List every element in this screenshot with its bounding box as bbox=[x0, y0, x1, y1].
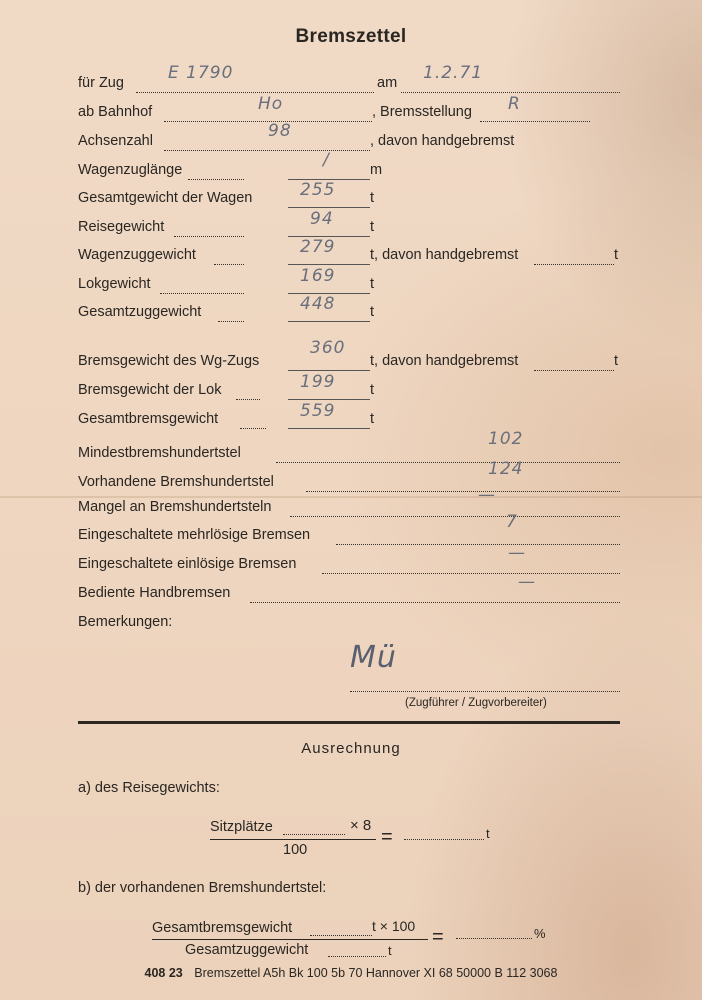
label-vorhandene-bremshundertstel: Vorhandene Bremshundertstel bbox=[78, 474, 274, 490]
label-einloesige: Eingeschaltete einlösige Bremsen bbox=[78, 556, 297, 572]
dots bbox=[456, 938, 532, 939]
dots bbox=[188, 179, 244, 180]
row-fuer-zug bbox=[78, 63, 620, 97]
label-mindestbremshundertstel: Mindestbremshundertstel bbox=[78, 445, 241, 461]
dots bbox=[160, 293, 244, 294]
label-am: am bbox=[377, 75, 398, 91]
value-achsenzahl: 98 bbox=[268, 121, 292, 141]
value-gesamtgewicht-wagen: 255 bbox=[300, 180, 336, 200]
b-numerator: Gesamtbremsgewicht bbox=[152, 920, 293, 936]
label-achsenzahl-suffix: , davon handgebremst bbox=[370, 133, 515, 149]
label-gesamtzuggewicht: Gesamtzuggewicht bbox=[78, 304, 202, 320]
label-bremsgewicht-wg-suffix: t, davon handgebremst bbox=[370, 353, 519, 369]
label-wagenzuggewicht-suffix: t, davon handgebremst bbox=[370, 247, 519, 263]
a-unit: t bbox=[486, 826, 490, 841]
value-bremsgewicht-lok: 199 bbox=[300, 372, 336, 392]
dots bbox=[174, 236, 244, 237]
value-vorhandene-bremshundertstel: 124 bbox=[488, 459, 524, 479]
dots bbox=[276, 462, 620, 463]
underline bbox=[288, 428, 370, 429]
value-gesamtbremsgewicht: 559 bbox=[300, 401, 336, 421]
unit-t: t bbox=[370, 219, 375, 235]
dots bbox=[306, 491, 620, 492]
dots bbox=[328, 956, 386, 957]
b-times: t × 100 bbox=[372, 918, 416, 934]
value-handbremsen: — bbox=[518, 572, 536, 592]
label-gesamtgewicht-wagen: Gesamtgewicht der Wagen bbox=[78, 190, 253, 206]
dots bbox=[236, 399, 260, 400]
value-ab-bahnhof: Ho bbox=[258, 94, 284, 114]
underline bbox=[288, 207, 370, 208]
dots bbox=[401, 92, 620, 93]
label-ab-bahnhof: ab Bahnhof bbox=[78, 104, 153, 120]
ausrechnung-heading: Ausrechnung bbox=[301, 740, 401, 757]
footer bbox=[0, 966, 702, 980]
dots bbox=[283, 834, 345, 835]
underline bbox=[288, 399, 370, 400]
fold-line bbox=[0, 496, 702, 498]
row-mindestbremshundertstel bbox=[78, 429, 620, 467]
unit-t: t bbox=[370, 411, 375, 427]
dots bbox=[534, 264, 614, 265]
label-handbremsen: Bediente Handbremsen bbox=[78, 585, 231, 601]
dots bbox=[164, 150, 370, 151]
row-ab-bahnhof bbox=[78, 94, 620, 126]
row-achsenzahl bbox=[78, 121, 620, 155]
label-gesamtbremsgewicht: Gesamtbremsgewicht bbox=[78, 411, 219, 427]
underline bbox=[288, 264, 370, 265]
a-denominator: 100 bbox=[283, 842, 308, 858]
form-title: Bremszettel bbox=[295, 26, 407, 47]
value-wagenzuglaenge: / bbox=[323, 150, 330, 170]
label-bremsstellung: , Bremsstellung bbox=[372, 104, 472, 120]
unit-wagenzuglaenge: m bbox=[370, 162, 383, 178]
section-b-label: b) der vorhandenen Bremshundertstel: bbox=[78, 880, 327, 896]
label-bremsgewicht-lok: Bremsgewicht der Lok bbox=[78, 382, 222, 398]
value-mindestbremshundertstel: 102 bbox=[488, 429, 524, 449]
row-handbremsen bbox=[78, 572, 620, 607]
unit-t: t bbox=[370, 190, 375, 206]
value-fuer-zug: E 1790 bbox=[168, 63, 234, 83]
unit-t: t bbox=[614, 247, 619, 263]
dots bbox=[214, 264, 244, 265]
a-numerator: Sitzplätze bbox=[210, 819, 273, 835]
value-bremsgewicht-wg: 360 bbox=[310, 338, 346, 358]
fraction-bar bbox=[152, 939, 428, 940]
dots bbox=[480, 121, 590, 122]
row-wagenzuggewicht bbox=[78, 237, 620, 269]
dots bbox=[250, 602, 620, 603]
a-times: × 8 bbox=[350, 817, 372, 834]
label-bemerkungen: Bemerkungen: bbox=[78, 614, 173, 630]
value-wagenzuggewicht: 279 bbox=[300, 237, 336, 257]
value-mangel: — bbox=[478, 485, 496, 505]
label-bremsgewicht-wg: Bremsgewicht des Wg-Zugs bbox=[78, 353, 260, 369]
row-vorhandene-bremshundertstel bbox=[78, 459, 620, 496]
label-fuer-zug: für Zug bbox=[78, 75, 124, 91]
footer-number: 408 23 bbox=[144, 966, 183, 980]
signature-caption: (Zugführer / Zugvorbereiter) bbox=[405, 697, 547, 709]
label-mehrloesige: Eingeschaltete mehrlösige Bremsen bbox=[78, 527, 311, 543]
unit-t: t bbox=[370, 382, 375, 398]
value-am: 1.2.71 bbox=[423, 63, 484, 83]
value-gesamtzuggewicht: 448 bbox=[300, 294, 336, 314]
dots bbox=[290, 516, 620, 517]
value-mehrloesige: 7 bbox=[506, 512, 518, 532]
label-lokgewicht: Lokgewicht bbox=[78, 276, 151, 292]
label-achsenzahl: Achsenzahl bbox=[78, 133, 153, 149]
value-reisegewicht: 94 bbox=[310, 209, 334, 229]
dots bbox=[136, 92, 374, 93]
row-bremsgewicht-wg bbox=[78, 338, 620, 375]
row-mangel bbox=[78, 485, 620, 521]
dots bbox=[240, 428, 266, 429]
label-reisegewicht: Reisegewicht bbox=[78, 219, 165, 235]
underline bbox=[288, 321, 370, 322]
b-equals: = bbox=[432, 926, 444, 948]
underline bbox=[288, 370, 370, 371]
row-einloesige bbox=[78, 543, 620, 578]
section-a-label: a) des Reisegewichts: bbox=[78, 780, 220, 796]
dots bbox=[218, 321, 244, 322]
dots bbox=[534, 370, 614, 371]
dots bbox=[336, 544, 620, 545]
row-mehrloesige bbox=[78, 512, 620, 549]
b-denominator: Gesamtzuggewicht bbox=[185, 942, 309, 958]
signature: Mü bbox=[350, 640, 397, 675]
footer-text: Bremszettel A5h Bk 100 5b 70 Hannover XI 68 50000 B 112 3068 bbox=[194, 966, 558, 980]
label-mangel: Mangel an Bremshundertsteln bbox=[78, 499, 272, 515]
label-wagenzuggewicht: Wagenzuggewicht bbox=[78, 247, 196, 263]
signature-line bbox=[350, 691, 620, 692]
dots bbox=[404, 839, 484, 840]
value-lokgewicht: 169 bbox=[300, 266, 336, 286]
value-einloesige: — bbox=[508, 543, 526, 563]
label-wagenzuglaenge: Wagenzuglänge bbox=[78, 162, 183, 178]
dots bbox=[310, 935, 372, 936]
unit-t: t bbox=[370, 276, 375, 292]
fraction-bar bbox=[210, 839, 376, 840]
unit-t: t bbox=[370, 304, 375, 320]
unit-t: t bbox=[614, 353, 619, 369]
value-bremsstellung: R bbox=[508, 94, 521, 114]
b-unit: % bbox=[534, 926, 546, 941]
dots bbox=[322, 573, 620, 574]
b-den-unit: t bbox=[388, 943, 392, 958]
a-equals: = bbox=[381, 826, 393, 848]
section-divider bbox=[78, 721, 620, 724]
